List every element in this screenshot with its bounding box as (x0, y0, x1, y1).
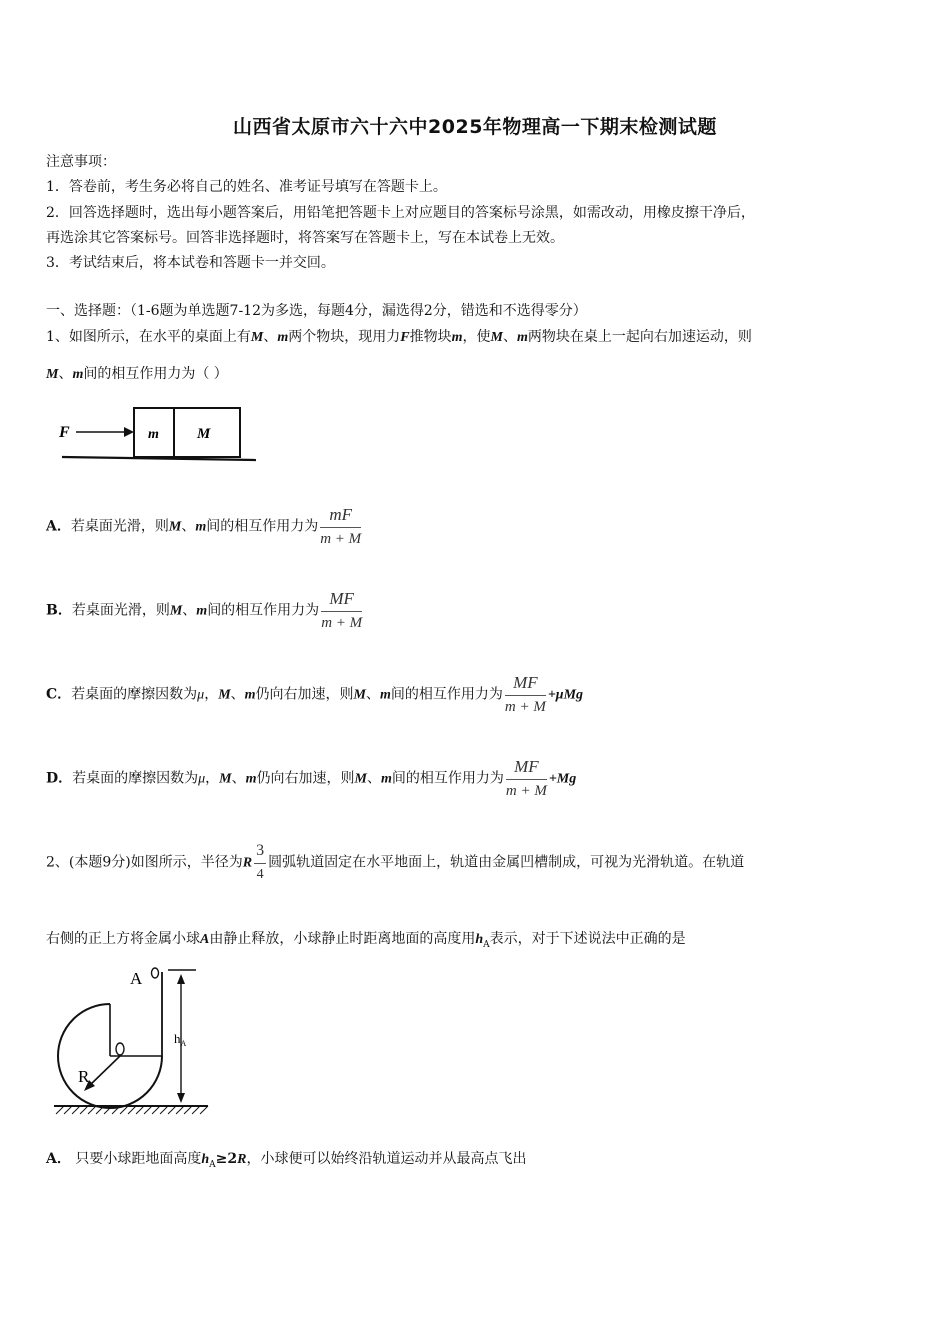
notice-item: 1．答卷前，考生务必将自己的姓名、准考证号填写在答题卡上。 (46, 179, 447, 195)
q1-stem-line1: 1、如图所示，在水平的桌面上有M、m两个物块，现用力F推物块m，使M、m两物块在桌上一起向右加速运动，则 (46, 329, 752, 345)
fraction: $\frac{MF}{m + M}$ (504, 673, 546, 715)
radius-label: R (78, 1067, 90, 1086)
ball-label: A (130, 969, 143, 988)
notice-heading: 注意事项： (46, 154, 116, 170)
q1-option-d: D．若桌面的摩擦因数为μ，M、m仍向右加速，则M、m间的相互作用力为 $\frac{MF}{m + M}$ +Mg (46, 757, 577, 799)
section-heading: 一、选择题：（1-6题为单选题7-12为多选，每题4分，漏选得2分，错选和不选得零分） (46, 303, 587, 319)
q1-blocks-figure (56, 400, 261, 470)
force-label: F (59, 424, 70, 441)
q2-stem-line1: 2、(本题9分)如图所示，半径为R $\frac{3}{4}$ 圆弧轨道固定在水平地面上，轨道由金属凹槽制成，可视为光滑轨道。在轨道 (46, 842, 745, 882)
q2-option-a: A． 只要小球距地面高度$h_A\ge 2R$，小球便可以始终沿轨道运动并从最高点飞出 (46, 1151, 527, 1170)
height-arrow-down-icon (177, 1093, 185, 1103)
q2-track-figure (50, 962, 210, 1124)
block-small-label: m (148, 427, 159, 442)
force-arrowhead-icon (124, 427, 134, 437)
q1-option-b: B．若桌面光滑，则M、m间的相互作用力为 $\frac{MF}{m + M}$ (46, 589, 363, 631)
q2-stem-line2: 右侧的正上方将金属小球A由静止释放，小球静止时距离地面的高度用$h_A$表示，对于下述说法中正确的是 (46, 931, 686, 950)
block-large-label: M (197, 426, 211, 442)
radius-line (88, 1056, 120, 1087)
fraction: $\frac{3}{4}$ (256, 842, 265, 882)
height-arrow-up-icon (177, 974, 185, 984)
fraction: $\frac{MF}{m + M}$ (505, 757, 547, 799)
ground-hatching (56, 1106, 208, 1114)
ball-icon (152, 968, 159, 978)
fraction: $\frac{mF}{m + M}$ (320, 505, 362, 547)
height-label: $h_A$ (174, 1031, 187, 1048)
notice-item: 3．考试结束后，将本试卷和答题卡一并交回。 (46, 255, 335, 271)
q1-option-a: A．若桌面光滑，则M、m间的相互作用力为 $\frac{mF}{m + M}$ (46, 505, 362, 547)
q1-stem-line2: M、m间的相互作用力为（ ） (46, 366, 228, 382)
fraction: $\frac{MF}{m + M}$ (321, 589, 363, 631)
page-title: 山西省太原市六十六中2025年物理高一下期末检测试题 (233, 116, 717, 138)
q1-option-c: C．若桌面的摩擦因数为μ，M、m仍向右加速，则M、m间的相互作用力为 $\frac{MF}{m + M}$ +μMg (46, 673, 584, 715)
notice-item: 2．回答选择题时，选出每小题答案后，用铅笔把答题卡上对应题目的答案标号涂黑，如需改动，用橡皮擦干净后， (46, 205, 755, 221)
center-point (116, 1043, 124, 1055)
notice-item: 再选涂其它答案标号。回答非选择题时，将答案写在答题卡上，写在本试卷上无效。 (46, 230, 564, 246)
